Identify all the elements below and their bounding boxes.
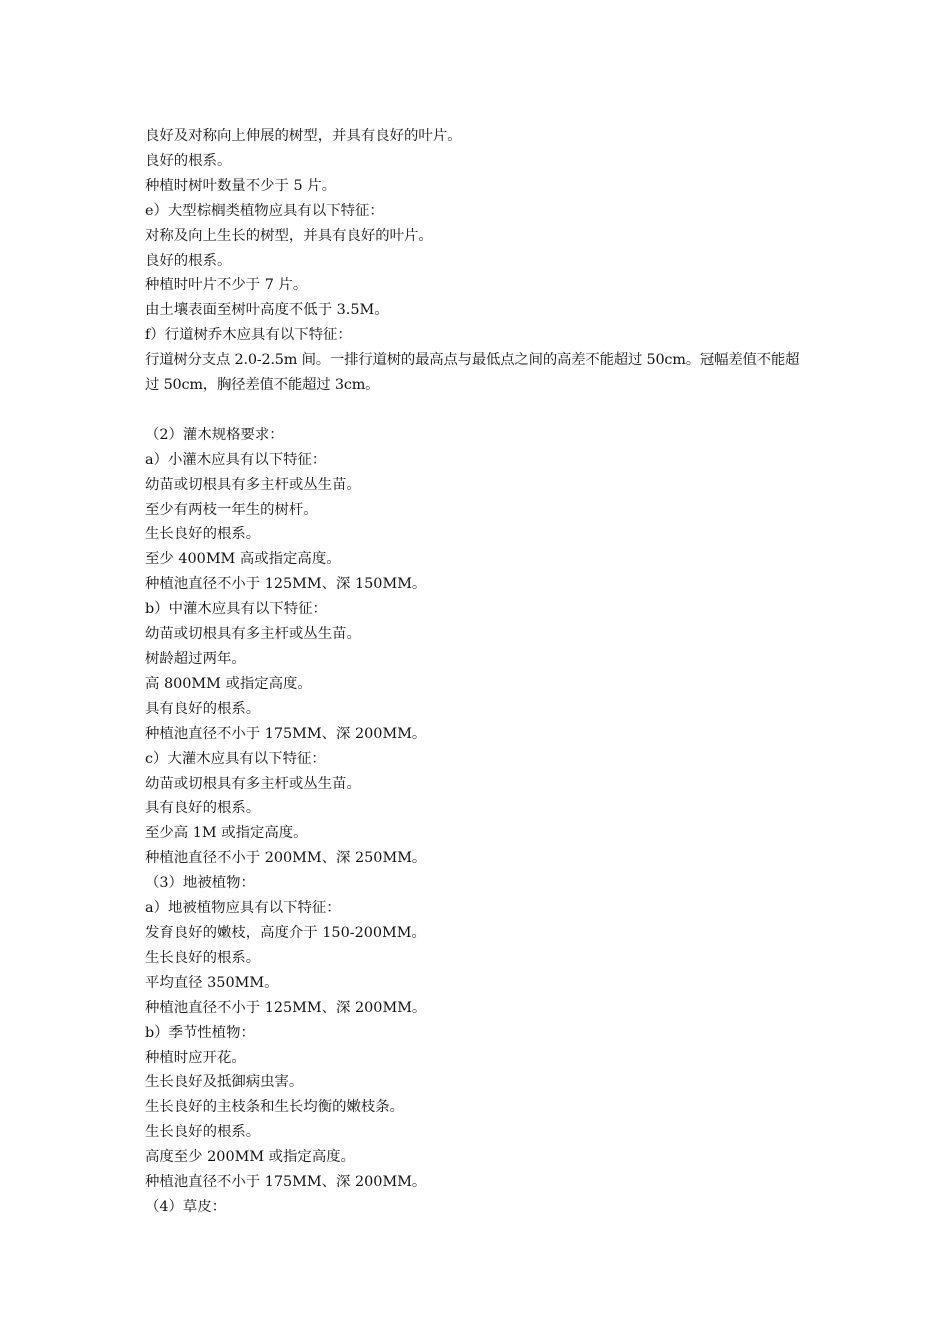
paragraph-line: 由土壤表面至树叶高度不低于 3.5M。 — [145, 302, 389, 319]
section-item-heading: b）季节性植物： — [145, 1024, 255, 1041]
paragraph-line: 高 800MM 或指定高度。 — [145, 675, 312, 692]
paragraph-line: 生长良好及抵御病虫害。 — [145, 1074, 304, 1091]
paragraph-line: 生长良好的根系。 — [145, 526, 261, 543]
paragraph-line: 良好的根系。 — [145, 252, 232, 269]
section-item-heading: b）中灌木应具有以下特征： — [145, 601, 327, 618]
paragraph-line: 种植池直径不小于 175MM、深 200MM。 — [145, 725, 427, 742]
section-item-heading: f）行道树乔木应具有以下特征： — [145, 327, 352, 344]
paragraph-line: 至少高 1M 或指定高度。 — [145, 825, 308, 842]
paragraph-line: 种植时应开花。 — [145, 1049, 246, 1066]
paragraph-line: 幼苗或切根具有多主杆或丛生苗。 — [145, 626, 361, 643]
section-item-heading: a）小灌木应具有以下特征： — [145, 451, 327, 468]
paragraph-line: 发育良好的嫩枝，高度介于 150-200MM。 — [145, 924, 426, 941]
paragraph-line: 种植池直径不小于 175MM、深 200MM。 — [145, 1174, 427, 1191]
paragraph-line: 平均直径 350MM。 — [145, 974, 279, 991]
paragraph-line: 种植池直径不小于 125MM、深 150MM。 — [145, 576, 427, 593]
paragraph-line: 高度至少 200MM 或指定高度。 — [145, 1149, 355, 1166]
paragraph-line: 生长良好的根系。 — [145, 1124, 261, 1141]
paragraph-line: 至少有两枝一年生的树杆。 — [145, 501, 318, 518]
section-heading: （4）草皮： — [145, 1198, 227, 1215]
paragraph-line: 生长良好的根系。 — [145, 949, 261, 966]
paragraph-line: 幼苗或切根具有多主杆或丛生苗。 — [145, 775, 361, 792]
paragraph-line: 生长良好的主枝条和生长均衡的嫩枝条。 — [145, 1099, 405, 1116]
document-body — [145, 124, 813, 1220]
paragraph-line: 种植池直径不小于 125MM、深 200MM。 — [145, 999, 427, 1016]
section-item-heading: c）大灌木应具有以下特征： — [145, 750, 326, 767]
section-item-heading: e）大型棕榈类植物应具有以下特征： — [145, 202, 384, 219]
paragraph-multiline: 行道树分支点 2.0-2.5m 间。一排行道树的最高点与最低点之间的高差不能超过 50cm。冠幅差值不能超过 50cm，胸径差值不能超过 3cm。 — [145, 352, 800, 394]
section-item-heading: a）地被植物应具有以下特征： — [145, 900, 341, 917]
section-heading: （3）地被植物： — [145, 875, 255, 892]
section-heading: （2）灌木规格要求： — [145, 426, 284, 443]
paragraph-line: 种植时叶片不少于 7 片。 — [145, 277, 308, 294]
paragraph-line: 树龄超过两年。 — [145, 651, 246, 668]
paragraph-spacer — [145, 398, 813, 423]
paragraph-line: 具有良好的根系。 — [145, 800, 261, 817]
paragraph-line: 对称及向上生长的树型，并具有良好的叶片。 — [145, 227, 433, 244]
paragraph-line: 良好及对称向上伸展的树型，并具有良好的叶片。 — [145, 128, 462, 144]
paragraph-line: 至少 400MM 高或指定高度。 — [145, 551, 341, 568]
paragraph-line: 良好的根系。 — [145, 152, 232, 169]
paragraph-line: 幼苗或切根具有多主杆或丛生苗。 — [145, 476, 361, 493]
paragraph-line: 种植池直径不小于 200MM、深 250MM。 — [145, 850, 427, 867]
paragraph-line: 种植时树叶数量不少于 5 片。 — [145, 177, 336, 194]
paragraph-line: 具有良好的根系。 — [145, 700, 261, 717]
